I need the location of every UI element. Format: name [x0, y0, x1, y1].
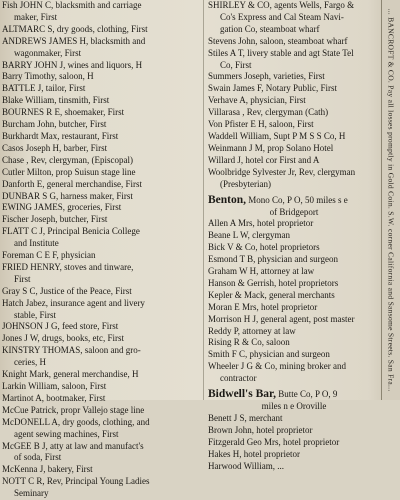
directory-entry: BOURNES R E, shoemaker, First	[2, 107, 125, 118]
directory-entry: Waddell William, Supt P M S S Co, H	[208, 130, 346, 141]
margin-advertisement	[381, 0, 400, 400]
bidwells-bar-name: Bidwell's Bar,	[208, 388, 276, 401]
directory-entry: Larkin William, saloon, First	[2, 381, 107, 391]
right-column-top-listings	[208, 0, 380, 191]
directory-entry: Jones J W, drugs, books, etc, First	[2, 333, 125, 344]
directory-entry: agent sewing machines, First	[14, 428, 119, 439]
directory-entry: FRIED HENRY, stoves and tinware,	[2, 261, 134, 272]
directory-entry: Summers Joseph, varieties, First	[208, 71, 325, 82]
benton-listings	[208, 218, 380, 385]
directory-entry: Blake William, tinsmith, First	[2, 95, 110, 106]
benton-detail: Mono Co, P O, 50 miles s e	[246, 194, 348, 205]
directory-entry: and Institute	[14, 238, 59, 249]
directory-entry: Chase , Rev, clergyman, (Episcopal)	[2, 154, 133, 165]
directory-entry: Barry Timothy, saloon, H	[2, 71, 94, 82]
directory-entry: JOHNSON J G, feed store, First	[2, 321, 119, 332]
directory-entry: KINSTRY THOMAS, saloon and gro-	[2, 345, 141, 356]
bidwells-bar-subline: miles n e Oroville	[261, 401, 327, 412]
benton-name: Benton,	[208, 193, 247, 206]
directory-entry: Willard J, hotel cor First and A	[208, 154, 320, 165]
directory-entry: Von Pfister E H, saloon, First	[208, 119, 314, 130]
directory-entry: Fish JOHN C, blacksmith and carriage	[2, 0, 142, 10]
directory-entry: Woolbridge Sylvester Jr, Rev, clergyman	[208, 166, 356, 177]
directory-entry: Knight Mark, general merchandise, H	[2, 369, 139, 380]
directory-entry: Burcham John, butcher, First	[2, 119, 107, 130]
directory-entry: Hatch Jabez, insurance agent and livery	[2, 297, 145, 308]
directory-entry: Brown John, hotel proprietor	[208, 424, 313, 435]
directory-entry: SHIRLEY & CO, agents Wells, Fargo &	[208, 0, 355, 10]
directory-entry: maker, First	[14, 11, 58, 22]
directory-entry: Hanson & Gerrish, hotel proprietors	[208, 277, 339, 288]
directory-entry: Co, First	[220, 59, 252, 70]
directory-entry: contractor	[220, 373, 257, 384]
directory-entry: BARRY JOHN J, wines and liquors, H	[2, 59, 143, 70]
directory-entry: Weinmann J M, prop Solano Hotel	[208, 142, 334, 153]
directory-entry: Harwood William, ...	[208, 460, 284, 471]
directory-entry: Burkhardt Max, restaurant, First	[2, 130, 119, 141]
directory-entry: Bick V & Co, hotel proprietors	[208, 242, 320, 253]
directory-entry: Casos Joseph H, barber, First	[2, 142, 108, 153]
directory-entry: ANDREWS JAMES H, blacksmith and	[2, 35, 146, 46]
bidwells-bar-section	[208, 387, 380, 472]
directory-entry: Beane L W, clergyman	[208, 230, 290, 241]
directory-entry: McKenna J, bakery, First	[2, 464, 93, 475]
directory-entry: First	[14, 273, 31, 284]
bidwells-bar-listings	[208, 413, 380, 473]
directory-entry: Swain James F, Notary Public, First	[208, 83, 338, 94]
directory-entry: Rising R & Co, saloon	[208, 337, 290, 348]
directory-entry: EWING JAMES, groceries, First	[2, 202, 122, 213]
directory-entry: stable, First	[14, 309, 56, 320]
directory-entry: NOTT C R, Rev, Principal Young Ladies	[2, 476, 150, 487]
directory-entry: Benett J S, merchant	[208, 413, 283, 423]
directory-entry: ALTMARC S, dry goods, clothing, First	[2, 23, 148, 34]
benton-section	[208, 193, 380, 386]
directory-entry: Stevens John, saloon, steamboat wharf	[208, 35, 348, 46]
directory-entry: Fischer Joseph, butcher, First	[2, 214, 108, 225]
directory-entry: DUNBAR S G, harness maker, First	[2, 190, 133, 201]
directory-entry: McDONELL A, dry goods, clothing, and	[2, 416, 150, 427]
bidwells-bar-heading	[208, 387, 380, 401]
directory-entry: Smith F C, physician and surgeon	[208, 349, 330, 360]
directory-entry: Fitzgerald Geo Mrs, hotel proprietor	[208, 436, 340, 447]
directory-entry: Co's Express and Cal Steam Navi-	[220, 11, 344, 22]
directory-entry: McCue Patrick, propr Vallejo stage line	[2, 404, 145, 415]
benton-subline: of Bridgeport	[269, 206, 319, 217]
bidwells-bar-detail: Butte Co, P O, 9	[275, 389, 338, 400]
directory-entry: Martinot A, bootmaker, First	[2, 392, 106, 403]
directory-entry: Stiles A T, livery stable and agt State Tel	[208, 47, 354, 58]
directory-entry: Verhave A, physician, First	[208, 95, 306, 106]
directory-entry: gation Co, steamboat wharf	[220, 23, 320, 34]
directory-entry: Allen A Mrs, hotel proprietor	[208, 218, 314, 229]
directory-entry: Hakes H, hotel proprietor	[208, 448, 300, 459]
directory-entry: wagonmaker, First	[14, 47, 82, 58]
directory-entry: Wheeler J G & Co, mining broker and	[208, 361, 346, 372]
directory-entry: Gray S C, Justice of the Peace, First	[2, 285, 132, 296]
directory-entry: Cutler Milton, prop Suisun stage line	[2, 166, 136, 177]
directory-entry: Kepler & Mack, general merchants	[208, 289, 335, 300]
directory-entry: Reddy P, attorney at law	[208, 325, 296, 336]
directory-entry: Danforth E, general merchandise, First	[2, 178, 142, 189]
directory-entry: Villarasa , Rev, clergyman (Cath)	[208, 107, 329, 118]
directory-entry: (Presbyterian)	[220, 178, 271, 189]
directory-entry: of soda, First	[14, 452, 62, 463]
right-column	[208, 0, 380, 471]
directory-entry: McGEE B J, atty at law and manufact's	[2, 440, 144, 451]
directory-entry: ceries, H	[14, 357, 46, 368]
directory-entry: BATTLE J, tailor, First	[2, 83, 86, 94]
left-column	[2, 0, 202, 499]
directory-entry: FLATT C J, Principal Benicia College	[2, 226, 140, 237]
directory-entry: Moran E Mrs, hotel proprietor	[208, 301, 318, 312]
directory-entry: Esmond T B, physician and surgeon	[208, 254, 338, 265]
directory-entry: Graham W H, attorney at law	[208, 266, 315, 277]
directory-entry: Morrison H J, general agent, post master	[208, 313, 355, 324]
column-divider	[203, 0, 204, 400]
directory-entry: Foreman C E F, physician	[2, 250, 96, 261]
benton-heading	[208, 193, 380, 207]
margin-advertisement-text: ... BANCROFT & CO. Pay all losses promptly in Gold Coin. S.W. corner California and Sansome Streets. San Fra...	[386, 8, 396, 392]
directory-entry: Seminary	[14, 488, 49, 499]
